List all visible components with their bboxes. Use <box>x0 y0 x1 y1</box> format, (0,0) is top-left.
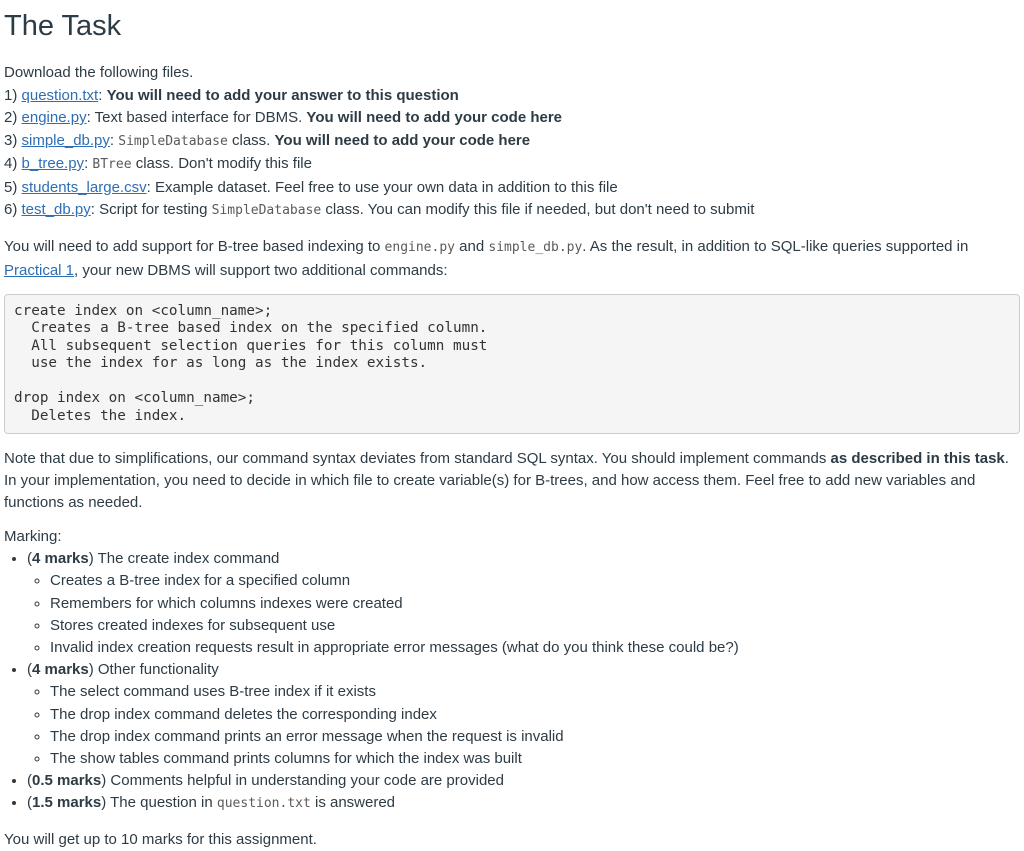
marking-subitem: ◦ The drop index command prints an error message when the request is invalid <box>50 726 1020 748</box>
marking-sublist <box>27 681 1020 770</box>
marking-item: • (4 marks) Other functionality ◦ The select command uses B-tree index if it exists ◦ The drop index command deletes the corresponding index ◦ The drop index command prints an error message when the request is invalid ◦ The show tables command prints columns for which the index was built <box>27 659 1020 770</box>
file-item: 2) engine.py: Text based interface for DBMS. You will need to add your code here <box>4 109 563 126</box>
file-link-engine[interactable]: engine.py <box>21 109 87 126</box>
marking-item: • (0.5 marks) Comments helpful in understanding your code are provided <box>27 770 1020 792</box>
support-paragraph: You will need to add support for B-tree based indexing to engine.py and simple_db.py. As the result, in addition to SQL-like queries supported in Practical 1, your new DBMS will support two additional commands: <box>4 237 969 279</box>
download-intro: Download the following files. <box>4 64 194 81</box>
marking-subitem: ◦ Stores created indexes for subsequent use <box>50 615 1020 637</box>
marking-list <box>4 548 1020 815</box>
inline-code: BTree <box>92 157 132 172</box>
download-section <box>4 62 1020 223</box>
file-item: 4) b_tree.py: BTree class. Don't modify this file <box>4 155 312 172</box>
marking-item: • (4 marks) The create index command ◦ Creates a B-tree index for a specified column ◦ Remembers for which columns indexes were created ◦ Stores created indexes for subsequent use ◦ Invalid index creation requests result in appropriate error messages (what do you think these could be?) <box>27 548 1020 659</box>
command-code-block: create index on <column_name>; Creates a B-tree based index on the specified column. All subsequent selection queries for this column must use the index for as long as the index exists. drop index on <column_name>; Deletes the index. <box>4 294 1020 435</box>
inline-code: simple_db.py <box>488 239 583 255</box>
marking-sublist <box>27 570 1020 659</box>
marking-subitem: ◦ Creates a B-tree index for a specified column <box>50 570 1020 592</box>
inline-code: SimpleDatabase <box>118 133 228 149</box>
file-item: 6) test_db.py: Script for testing SimpleDatabase class. You can modify this file if needed, but don't need to submit <box>4 201 755 218</box>
file-link-students-large[interactable]: students_large.csv <box>21 178 147 196</box>
file-item: 3) simple_db.py: SimpleDatabase class. You will need to add your code here <box>4 131 531 149</box>
marking-subitem: ◦ The drop index command deletes the corresponding index <box>50 704 1020 726</box>
footer-note: You will get up to 10 marks for this assignment. <box>4 830 317 848</box>
inline-code: question.txt <box>216 796 311 812</box>
marking-section <box>4 526 1020 816</box>
file-link-simple-db[interactable]: simple_db.py <box>21 131 110 149</box>
page-title: The Task <box>4 10 122 42</box>
file-link-b-tree[interactable]: b_tree.py <box>21 155 85 172</box>
marking-item: • (1.5 marks) The question in question.txt is answered <box>27 792 1020 815</box>
file-item: 1) question.txt: You will need to add your answer to this question <box>4 86 459 104</box>
marking-label: Marking: <box>4 528 62 545</box>
marking-subitem: ◦ The select command uses B-tree index if it exists <box>50 681 1020 703</box>
marking-subitem: ◦ The show tables command prints columns for which the index was built <box>50 748 1020 770</box>
inline-code: engine.py <box>384 239 455 255</box>
marking-subitem: ◦ Invalid index creation requests result in appropriate error messages (what do you think these could be?) <box>50 637 1020 659</box>
file-link-test-db[interactable]: test_db.py <box>21 201 91 218</box>
file-link-question[interactable]: question.txt <box>21 86 99 104</box>
note-paragraph: Note that due to simplifications, our command syntax deviates from standard SQL syntax. You should implement commands as described in this task. In your implementation, you need to decide in which file to create variable(s) for B-trees, and how access them. Feel free to add new variables and functions as needed. <box>4 450 1009 511</box>
inline-code: SimpleDatabase <box>211 203 322 218</box>
file-item: 5) students_large.csv: Example dataset. Feel free to use your own data in addition to this file <box>4 178 618 196</box>
practical-1-link[interactable]: Practical 1 <box>4 261 75 279</box>
marking-subitem: ◦ Remembers for which columns indexes were created <box>50 593 1020 615</box>
